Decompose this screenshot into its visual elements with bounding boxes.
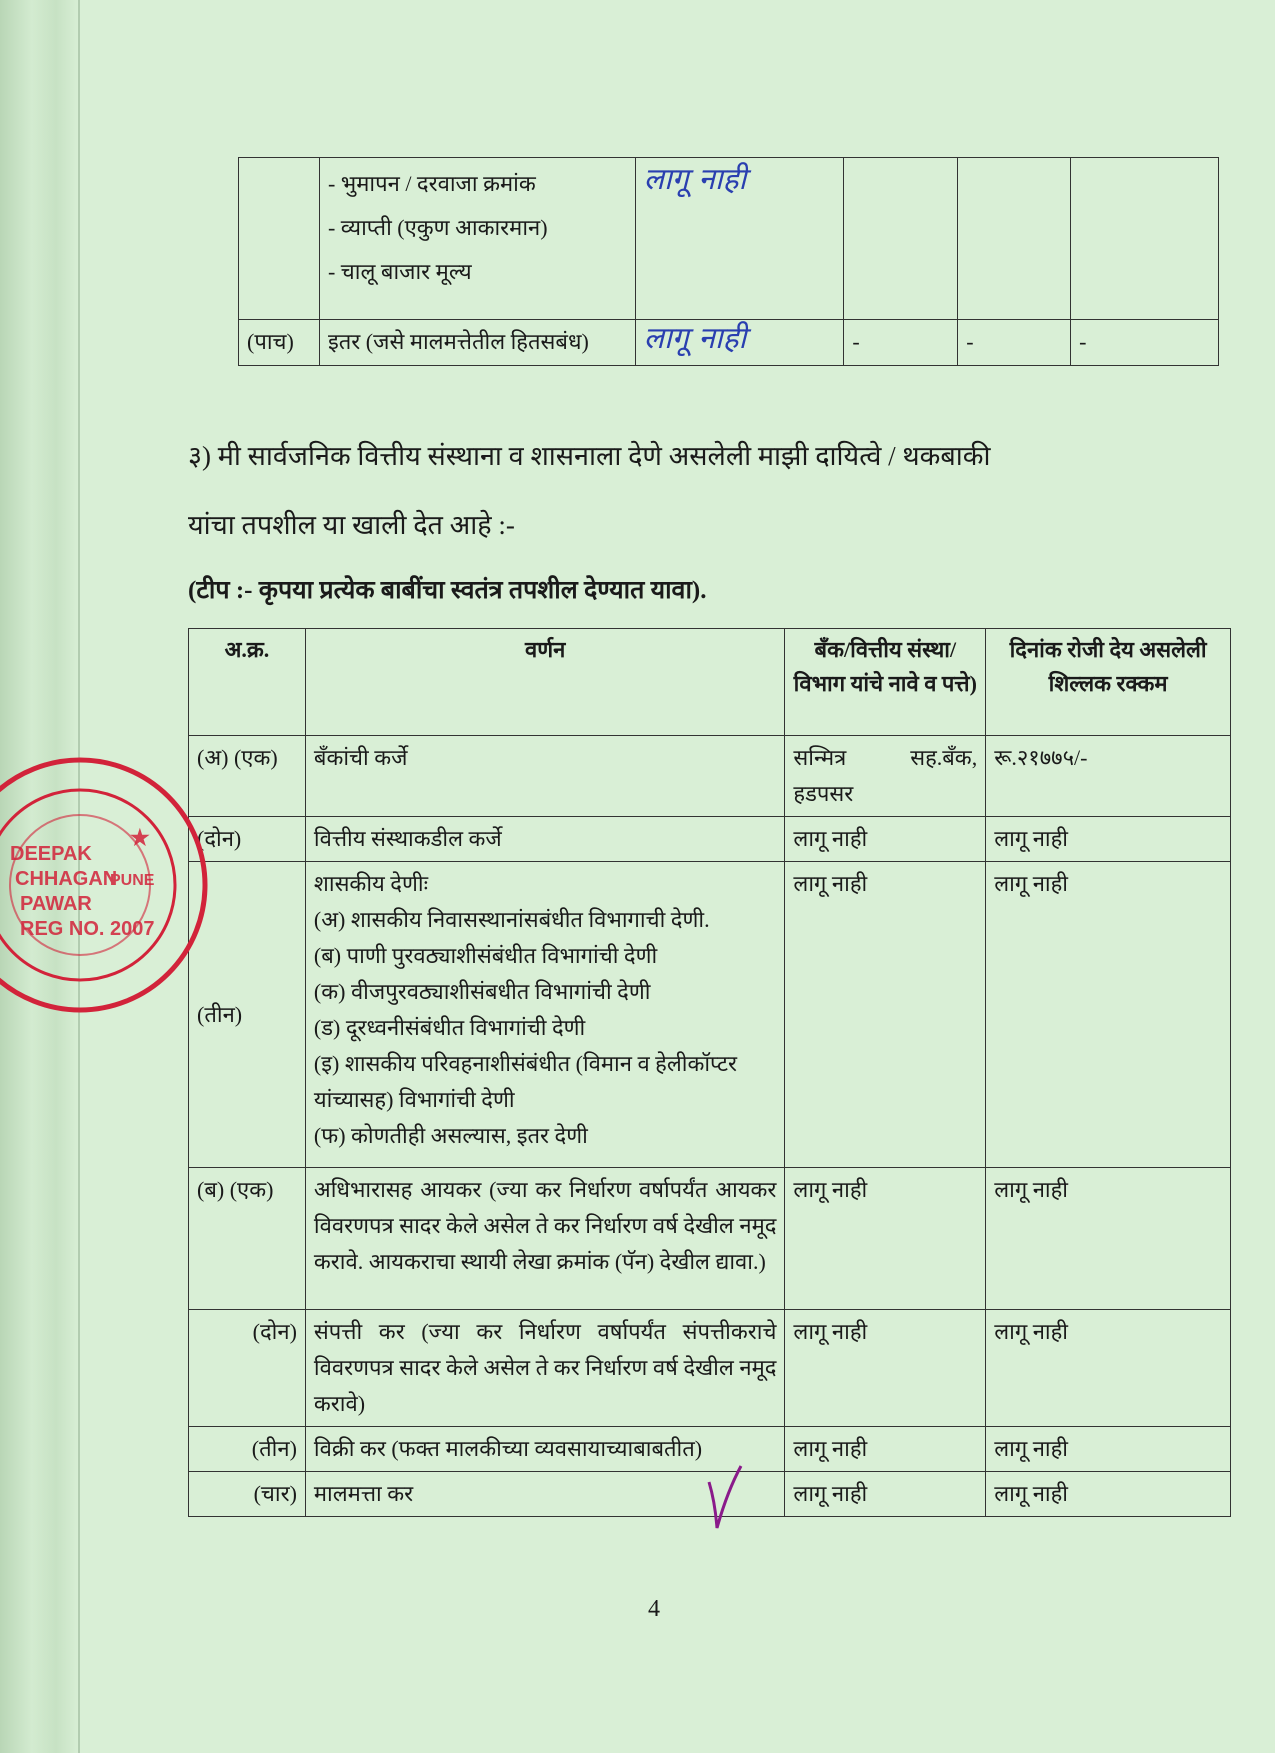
page-number: 4 (648, 1596, 660, 1622)
handwritten-not-applicable: लागू नाही (635, 320, 844, 366)
table-row: (तीन) विक्री कर (फक्त मालकीच्या व्यवसायाच्याबाबतीत) लागू नाही लागू नाही (189, 1427, 1231, 1472)
table-row: (चार) मालमत्ता कर लागू नाही लागू नाही (189, 1472, 1231, 1517)
table-row (239, 158, 1219, 320)
table-row: (तीन) शासकीय देणीः (अ) शासकीय निवासस्थानांसबंधीत विभागाची देणी. (ब) पाणी पुरवठ्याशीसंबंधीत विभागांची देणी (क) वीजपुरवठ्याशीसंबधीत विभागांची देणी (ड) दूरध्वनीसंबंधीत विभागांची देणी (इ) शासकीय परिवहनाशीसंबंधीत (विमान व हेलीकॉप्टर यांच्यासह) विभागांची देणी (फ) कोणतीही असल्यास, इतर देणी लागू नाही लागू नाही (189, 862, 1231, 1168)
notary-stamp (0, 735, 220, 1035)
property-table (238, 157, 1219, 366)
svg-text:PUNE: PUNE (110, 872, 155, 889)
svg-text:REG NO.: REG NO. (20, 918, 105, 940)
handwritten-tick-mark (705, 1462, 745, 1532)
liabilities-table (188, 628, 1231, 1517)
property-details: - भुमापन / दरवाजा क्रमांक - व्याप्ती (एकुण आकारमान) - चालू बाजार मूल्य (319, 158, 635, 320)
section3-subheading: यांचा तपशील या खाली देत आहे :- (188, 510, 515, 540)
svg-text:2007: 2007 (110, 918, 155, 940)
section3-heading: ३) मी सार्वजनिक वित्तीय संस्थाना व शासनाला देणे असलेली माझी दायित्वे / थकबाकी (188, 441, 991, 471)
svg-text:CHHAGAN: CHHAGAN (15, 868, 118, 890)
table-header: अ.क्र. वर्णन बँक/वित्तीय संस्था/विभाग यांचे नावे व पत्ते) दिनांक रोजी देय असलेली शिल्लक रक्कम (189, 629, 1231, 736)
svg-text:DEEPAK: DEEPAK (10, 843, 92, 865)
handwritten-not-applicable: लागू नाही (635, 158, 844, 320)
table-row: (दोन) संपत्ती कर (ज्या कर निर्धारण वर्षापर्यंत संपत्तीकराचे विवरणपत्र सादर केले असेल ते कर निर्धारण वर्ष देखील नमूद करावे) लागू नाही लागू नाही (189, 1310, 1231, 1427)
table-row: (दोन) वित्तीय संस्थाकडील कर्जे लागू नाही लागू नाही (189, 817, 1231, 862)
table-row: (अ) (एक) बँकांची कर्जे सन्मित्र सह.बँक, हडपसर रू.२१७७५/- (189, 736, 1231, 817)
svg-text:PAWAR: PAWAR (20, 893, 92, 915)
svg-text:★: ★ (130, 825, 150, 850)
table-row: (पाच) इतर (जसे मालमत्तेतील हितसबंध) लागू नाही - - - (239, 320, 1219, 366)
section3-note: (टीप :- कृपया प्रत्येक बाबींचा स्वतंत्र तपशील देण्यात यावा). (188, 577, 707, 604)
table-row: (ब) (एक) अधिभारासह आयकर (ज्या कर निर्धारण वर्षापर्यंत आयकर विवरणपत्र सादर केले असेल ते कर निर्धारण वर्ष देखील नमूद करावे. आयकराचा स्थायी लेखा क्रमांक (पॅन) देखील द्यावा.) लागू नाही लागू नाही (189, 1168, 1231, 1310)
